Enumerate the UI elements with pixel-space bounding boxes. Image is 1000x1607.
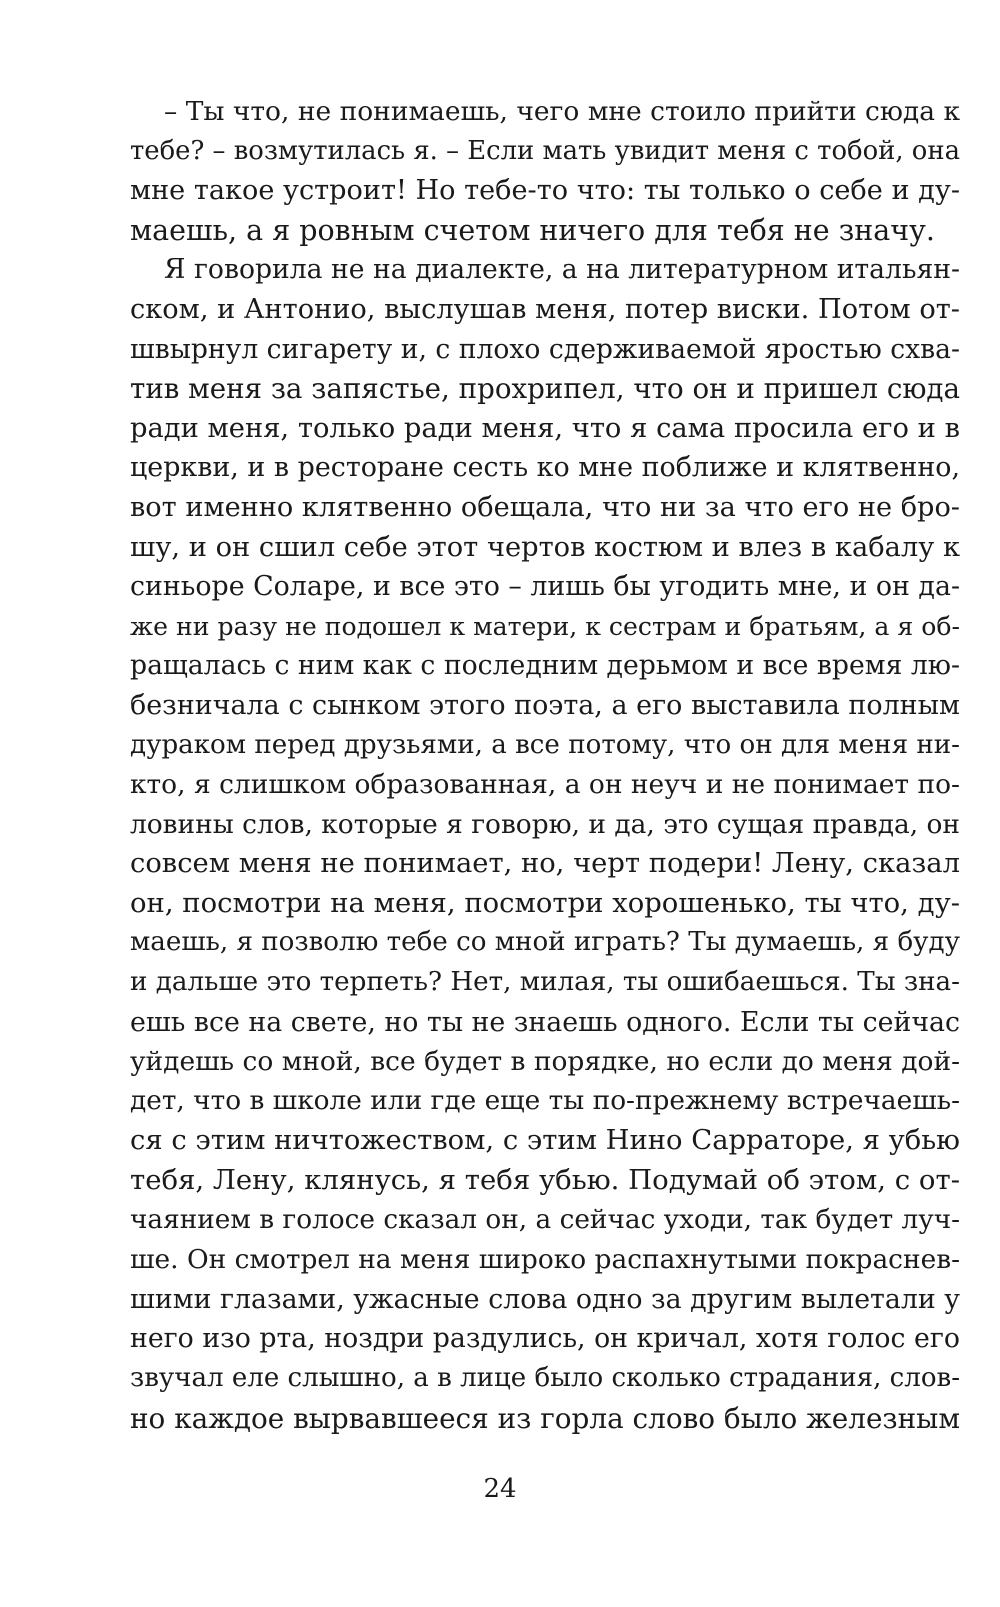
text-line: и дальше это терпеть? Нет, милая, ты ошибаешься. Ты зна- (130, 967, 960, 998)
text-line: безничала с сынком этого поэта, а его выставила полным (130, 689, 960, 721)
body-text (130, 92, 960, 1438)
page-number: 24 (483, 1474, 517, 1504)
text-line: ше. Он смотрел на меня широко распахнутыми покраснев- (130, 1244, 960, 1276)
text-line: шу, и он сшил себе этот чертов костюм и влез в кабалу к (130, 531, 960, 563)
text-line: ся с этим ничтожеством, с этим Нино Сарраторе, я убью (130, 1125, 960, 1157)
text-line: ловины слов, которые я говорю, и да, это сущая правда, он (130, 808, 960, 840)
text-line: швырнул сигарету и, с плохо сдерживаемой яростью схва- (130, 333, 961, 365)
text-line: церкви, и в ресторане сесть ко мне поближе и клятвенно, (130, 452, 960, 484)
text-line: совсем меня не понимает, но, черт подери! Лену, сказал (130, 848, 960, 880)
text-line: ращалась с ним как с последним дерьмом и все время лю- (130, 650, 960, 682)
text-line: но каждое вырвавшееся из горла слово было железным (130, 1401, 960, 1435)
text-line: чаянием в голосе сказал он, а сейчас уходи, так будет луч- (130, 1204, 961, 1235)
text-line: синьоре Соларе, и все это – лишь бы угодить мне, и он да- (130, 571, 961, 603)
text-line: звучал еле слышно, а в лице было сколько страдания, слов- (130, 1363, 960, 1393)
text-line: ском, и Антонио, выслушав меня, потер виски. Потом от- (130, 293, 960, 325)
text-line: кто, я слишком образованная, а он неуч и не понимает по- (130, 769, 960, 801)
text-line: него изо рта, ноздри раздулись, он кричал, хотя голос его (130, 1323, 960, 1355)
text-line: он, посмотри на меня, посмотри хорошенько, ты что, ду- (130, 887, 960, 919)
text-line: тебя, Лену, клянусь, я тебя убью. Подумай об этом, с от- (130, 1164, 960, 1197)
text-line: вот именно клятвенно обещала, что ни за что его не бро- (130, 491, 960, 523)
text-line: маешь, я позволю тебе со мной играть? Ты думаешь, я буду (130, 927, 960, 958)
text-line: маешь, а я ровным счетом ничего для тебя не значу. (130, 213, 935, 247)
text-line: же ни разу не подошел к матери, к сестрам и братьям, а я об- (130, 611, 960, 641)
text-line: дет, что в школе или где еще ты по-прежнему встречаешь- (130, 1085, 960, 1116)
text-line: ешь все на свете, но ты не знаешь одного. Если ты сейчас (130, 1006, 961, 1038)
text-line: тив меня за запястье, прохрипел, что он и пришел сюда (130, 372, 960, 406)
text-line: шими глазами, ужасные слова одно за другим вылетали у (130, 1283, 960, 1315)
text-line: ради меня, только ради меня, что я сама просила его и в (130, 412, 960, 444)
text-line: дураком перед друзьями, а все потому, что он для меня ни- (130, 729, 960, 760)
text-line: Я говорила не на диалекте, а на литературном итальян- (164, 254, 960, 286)
text-line: уйдешь со мной, все будет в порядке, но если до меня дой- (130, 1046, 960, 1078)
text-line: тебе? – возмутилась я. – Если мать увидит меня с тобой, она (130, 135, 960, 166)
text-line: – Ты что, не понимаешь, чего мне стоило прийти сюда к (164, 96, 960, 127)
text-line: мне такое устроит! Но тебе-то что: ты только о себе и ду- (130, 175, 960, 207)
